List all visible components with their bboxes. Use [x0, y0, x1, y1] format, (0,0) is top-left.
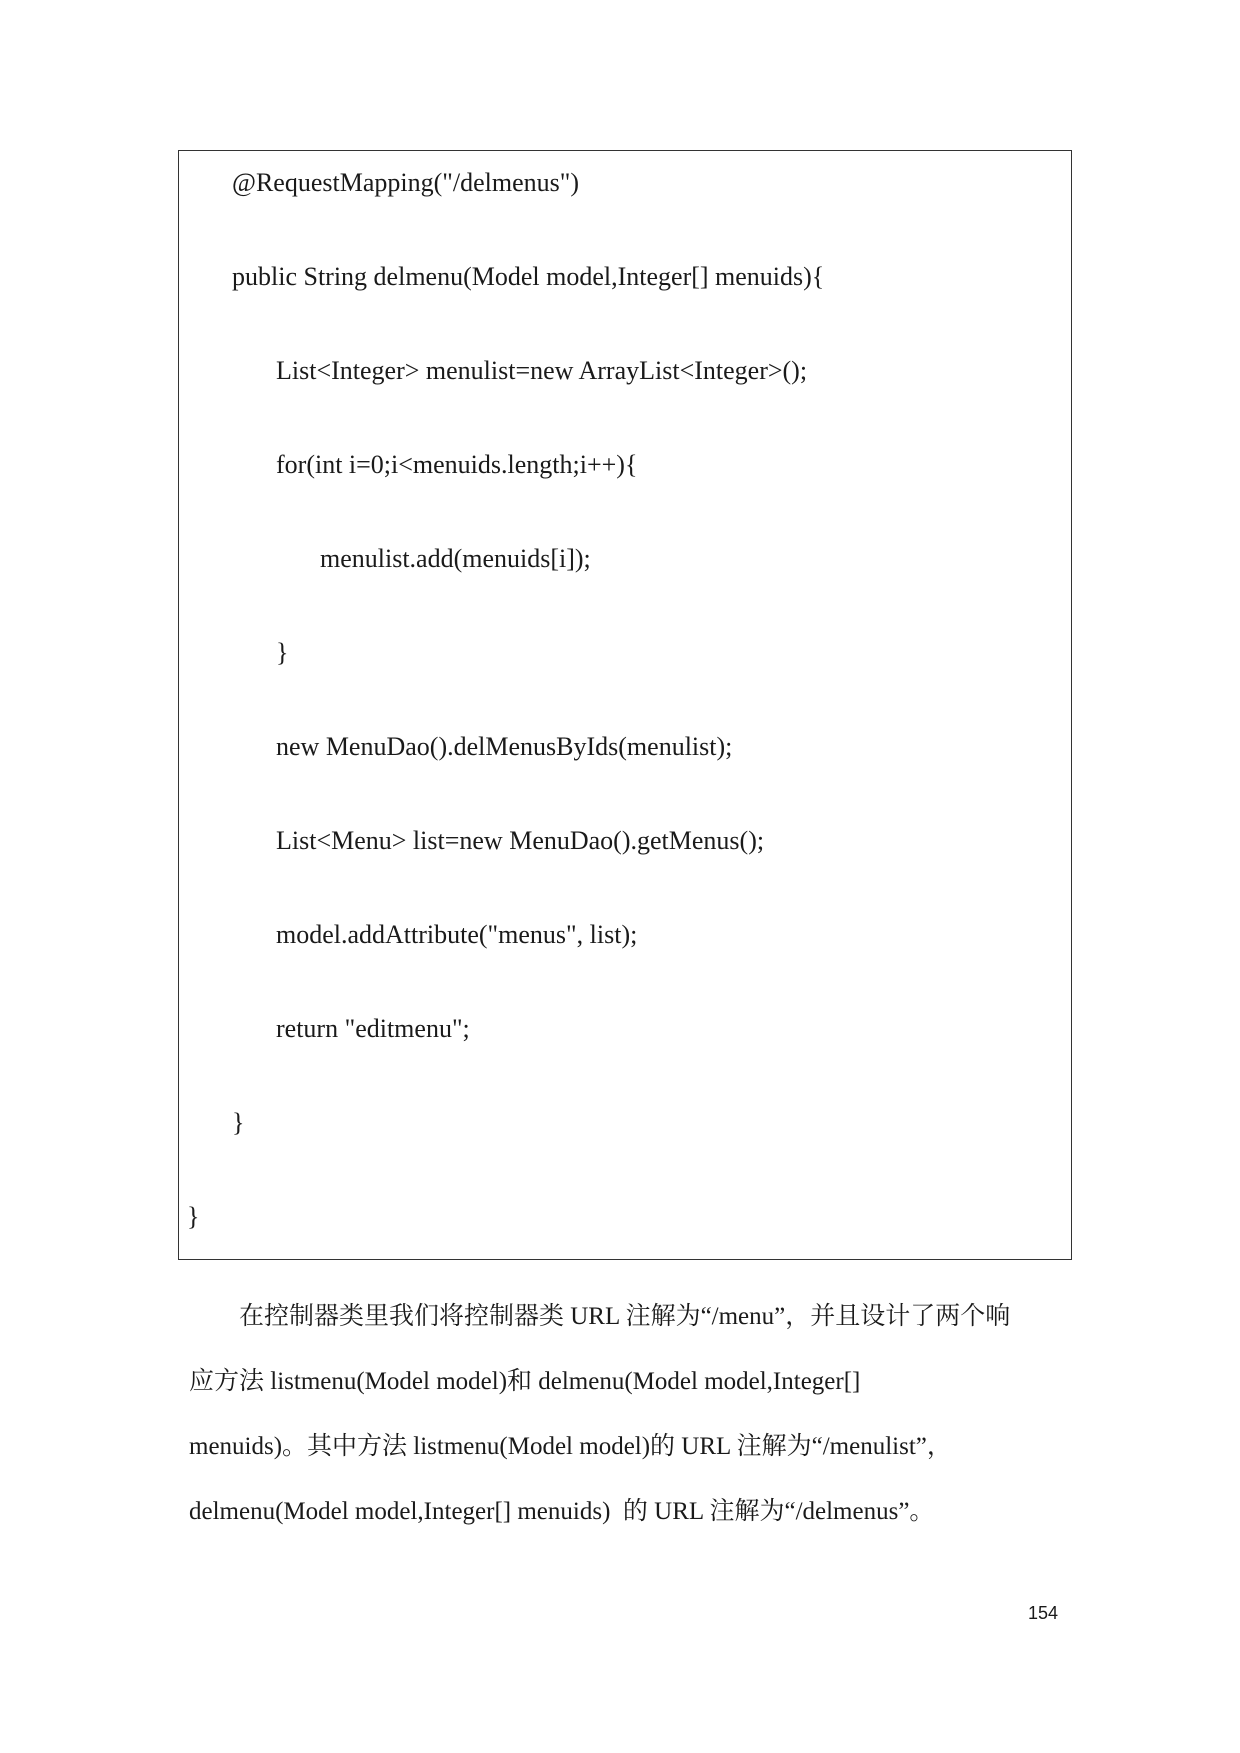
code-line-method-signature: public String delmenu(Model model,Integer[] menuids){	[232, 262, 825, 291]
paragraph-line-3: menuids)。其中方法 listmenu(Model model)的 URL 注解为“/menulist”，	[189, 1433, 952, 1460]
paragraph-line-1: 在控制器类里我们将控制器类 URL 注解为“/menu”，并且设计了两个响	[239, 1303, 1011, 1330]
code-line-for-close: }	[276, 638, 289, 667]
paragraph-line-4: delmenu(Model model,Integer[] menuids) 的 URL 注解为“/delmenus”。	[189, 1498, 935, 1525]
code-line-class-close: }	[187, 1202, 200, 1231]
code-line-list-declaration: List<Integer> menulist=new ArrayList<Integer>();	[276, 356, 808, 385]
paragraph-line-2: 应方法 listmenu(Model model)和 delmenu(Model model,Integer[]	[189, 1368, 861, 1395]
code-listing-box	[178, 150, 1072, 1260]
code-line-for-loop: for(int i=0;i<menuids.length;i++){	[276, 450, 638, 479]
code-line-method-close: }	[232, 1108, 245, 1137]
page-number: 154	[1028, 1603, 1059, 1623]
code-line-get-menus: List<Menu> list=new MenuDao().getMenus();	[276, 826, 765, 855]
code-line-list-add: menulist.add(menuids[i]);	[320, 544, 591, 573]
code-line-delete-call: new MenuDao().delMenusByIds(menulist);	[276, 732, 733, 761]
code-line-request-mapping: @RequestMapping("/delmenus")	[232, 168, 580, 197]
code-line-add-attribute: model.addAttribute("menus", list);	[276, 920, 638, 949]
code-line-return: return "editmenu";	[276, 1014, 470, 1043]
